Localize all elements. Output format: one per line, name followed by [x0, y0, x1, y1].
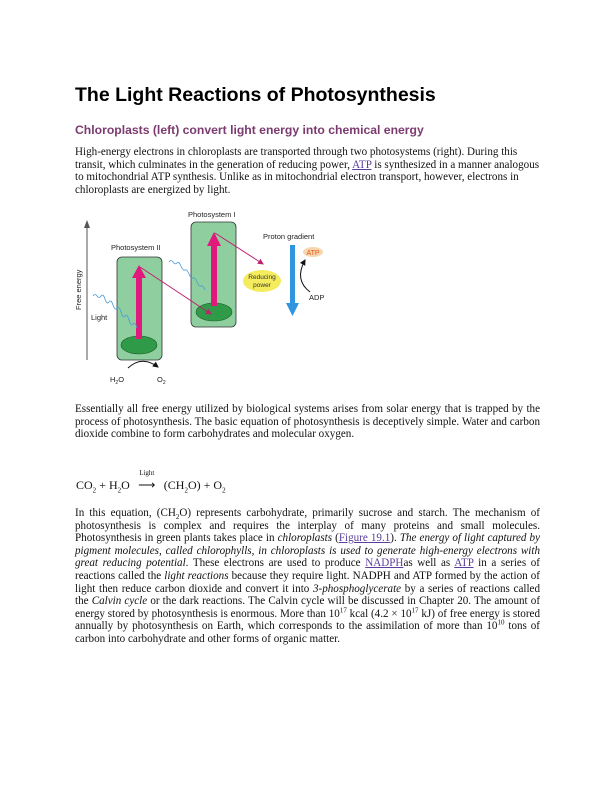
adp-label: ADP	[309, 293, 325, 302]
text: High-energy electrons in chloroplasts are transported through two photosystems (right). During this transit, which culminates in the generation of reducing power,	[75, 146, 518, 171]
paragraph-3: In this equation, $(CH_2O)$ represents carbohydrate, primarily sucrose and starch. The mechanism of photosynthesis is complex and requires the interplay of many proteins and small molecules. Photosynthesis in green plants takes place in chloroplasts (Figure 19.1). The energy of light captured by pigment molecules, called chlorophylls, in chloroplasts is used to generate high-energy electrons with great reducing potential. These electrons are used to produce NADPHas well as ATP in a series of reactions called the light reactions because they require light. NADPH and ATP formed by the action of light then reduce carbon dioxide and convert it into 3-phosphoglycerate by a series of reactions called the Calvin cycle or the dark reactions. The Calvin cycle will be discussed in Chapter 20. The amount of energy stored by photosynthesis is enormous. More than $10^{17}$ kcal ($4.2 \times 10^{17}$ kJ) of free energy is stored annually by photosynthesis on Earth, which corresponds to the assimilation of more than $10^{10}$ tons of carbon into carbohydrate and other forms of organic matter.	[75, 507, 541, 645]
paragraph-2: Essentially all free energy utilized by biological systems arises from solar energy that is trapped by the process of photosynthesis. The basic equation of photosynthesis is deceptively simple. Water and carbon dioxide combine to form carbohydrates and molecular oxygen.	[75, 403, 540, 441]
atp-link[interactable]: ATP	[352, 158, 372, 171]
text: is synthesized in a manner analogous to mitochondrial ATP synthesis. Unlike as in mitochondrial electron transport, however, electrons in chloroplasts are energized by light.	[75, 158, 540, 196]
h2o-label: $H_2O$	[110, 375, 125, 386]
figure-link[interactable]: Figure 19.1	[338, 532, 391, 545]
photosystem-1-label: Photosystem I	[188, 210, 236, 219]
light-label: Light	[91, 313, 108, 322]
intro-paragraph	[75, 146, 540, 196]
free-energy-label: Free energy	[74, 269, 83, 310]
o2-label: $O_2$	[157, 375, 166, 386]
atp-link[interactable]: ATP	[454, 557, 474, 570]
proton-gradient-arrow	[290, 245, 295, 305]
atp-label: ATP	[306, 250, 320, 257]
reducing-power-label: Reducing	[248, 274, 276, 281]
page-title: The Light Reactions of Photosynthesis	[75, 84, 436, 106]
nadph-link[interactable]: NADPH	[365, 557, 404, 570]
photosynthesis-diagram	[60, 200, 360, 390]
photosystem-2-label: Photosystem II	[111, 243, 161, 252]
proton-gradient-label: Proton gradient	[263, 232, 315, 241]
photosynthesis-equation: $CO_2 + H_2O$ Light ⟶ $(CH_2O) + O_2$	[76, 469, 226, 495]
reducing-power-label: power	[253, 282, 271, 289]
section-subtitle: Chloroplasts (left) convert light energy into chemical energy	[75, 123, 424, 137]
light-label: Light	[139, 469, 155, 477]
